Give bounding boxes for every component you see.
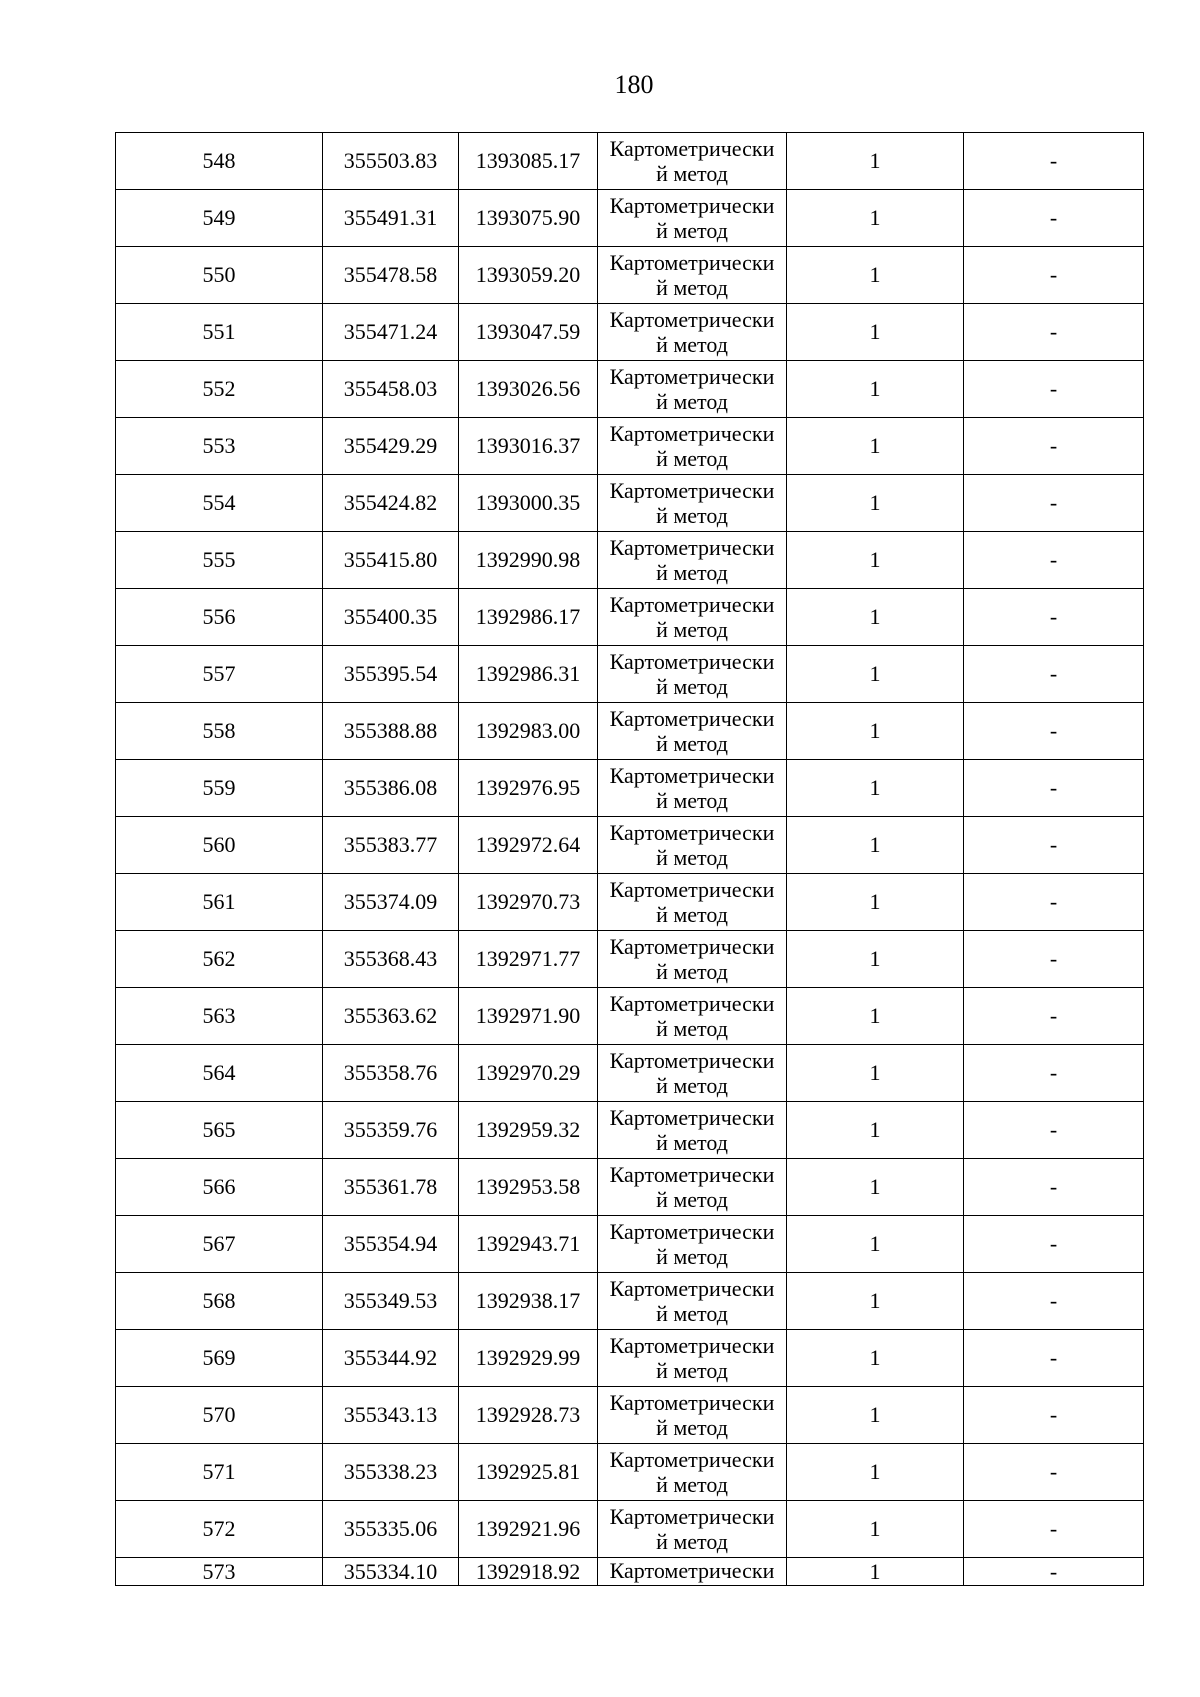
page-number: 180 <box>614 70 654 99</box>
x-coordinate-cell: 355503.83 <box>323 133 459 190</box>
point-number-cell: 564 <box>116 1045 323 1102</box>
method-cell <box>598 874 787 931</box>
note-cell: - <box>964 1330 1144 1387</box>
y-coordinate-cell: 1392925.81 <box>459 1444 598 1501</box>
method-cell <box>598 931 787 988</box>
table-row <box>116 1558 1144 1586</box>
accuracy-cell: 1 <box>787 1102 964 1159</box>
table-row <box>116 1159 1144 1216</box>
point-number-cell: 566 <box>116 1159 323 1216</box>
table-row <box>116 1216 1144 1273</box>
method-text-line-1: Картометрически <box>609 193 775 218</box>
x-coordinate-cell: 355344.92 <box>323 1330 459 1387</box>
method-text-line-1: Картометрически <box>609 136 775 161</box>
x-coordinate-cell: 355400.35 <box>323 589 459 646</box>
method-cell <box>598 1558 787 1586</box>
method-text-line-1: Картометрически <box>609 250 775 275</box>
point-number-cell: 568 <box>116 1273 323 1330</box>
x-coordinate-cell: 355349.53 <box>323 1273 459 1330</box>
method-text-line-1: Картометрически <box>609 1219 775 1244</box>
y-coordinate-cell: 1392972.64 <box>459 817 598 874</box>
method-text-line-2: й метод <box>656 788 728 813</box>
y-coordinate-cell: 1392971.77 <box>459 931 598 988</box>
method-cell <box>598 1102 787 1159</box>
table-row <box>116 931 1144 988</box>
method-text-line-2: й метод <box>656 731 728 756</box>
point-number-cell: 550 <box>116 247 323 304</box>
point-number-cell: 570 <box>116 1387 323 1444</box>
method-text-line-2: й метод <box>656 1358 728 1383</box>
method-text-line-1: Картометрически <box>609 1048 775 1073</box>
accuracy-cell: 1 <box>787 133 964 190</box>
coordinates-table-body <box>116 133 1144 1586</box>
point-number-cell: 554 <box>116 475 323 532</box>
method-cell <box>598 532 787 589</box>
y-coordinate-cell: 1392976.95 <box>459 760 598 817</box>
table-row <box>116 1330 1144 1387</box>
x-coordinate-cell: 355386.08 <box>323 760 459 817</box>
method-text-line-2: й метод <box>656 161 728 186</box>
y-coordinate-cell: 1393059.20 <box>459 247 598 304</box>
method-cell <box>598 817 787 874</box>
y-coordinate-cell: 1392929.99 <box>459 1330 598 1387</box>
y-coordinate-cell: 1392990.98 <box>459 532 598 589</box>
note-cell: - <box>964 817 1144 874</box>
method-text-line-1: Картометрически <box>609 592 775 617</box>
x-coordinate-cell: 355338.23 <box>323 1444 459 1501</box>
method-text-line-2: й метод <box>656 902 728 927</box>
method-cell <box>598 1444 787 1501</box>
y-coordinate-cell: 1393016.37 <box>459 418 598 475</box>
table-row <box>116 475 1144 532</box>
x-coordinate-cell: 355395.54 <box>323 646 459 703</box>
method-text-line-1: Картометрически <box>609 706 775 731</box>
point-number-cell: 559 <box>116 760 323 817</box>
x-coordinate-cell: 355429.29 <box>323 418 459 475</box>
table-row <box>116 304 1144 361</box>
method-cell <box>598 1330 787 1387</box>
table-row <box>116 1501 1144 1558</box>
accuracy-cell: 1 <box>787 418 964 475</box>
method-text-line-1: Картометрически <box>609 1558 775 1583</box>
note-cell: - <box>964 1102 1144 1159</box>
x-coordinate-cell: 355343.13 <box>323 1387 459 1444</box>
accuracy-cell: 1 <box>787 1045 964 1102</box>
x-coordinate-cell: 355334.10 <box>323 1558 459 1586</box>
note-cell: - <box>964 874 1144 931</box>
point-number-cell: 571 <box>116 1444 323 1501</box>
x-coordinate-cell: 355424.82 <box>323 475 459 532</box>
note-cell: - <box>964 703 1144 760</box>
y-coordinate-cell: 1392918.92 <box>459 1558 598 1586</box>
method-text-line-1: Картометрически <box>609 1390 775 1415</box>
y-coordinate-cell: 1393047.59 <box>459 304 598 361</box>
method-cell <box>598 475 787 532</box>
method-text-line-2: й метод <box>656 560 728 585</box>
note-cell: - <box>964 475 1144 532</box>
x-coordinate-cell: 355383.77 <box>323 817 459 874</box>
table-row <box>116 133 1144 190</box>
method-cell <box>598 1045 787 1102</box>
method-text-line-2: й метод <box>656 959 728 984</box>
table-row <box>116 418 1144 475</box>
point-number-cell: 560 <box>116 817 323 874</box>
accuracy-cell: 1 <box>787 304 964 361</box>
y-coordinate-cell: 1393075.90 <box>459 190 598 247</box>
y-coordinate-cell: 1392971.90 <box>459 988 598 1045</box>
y-coordinate-cell: 1392959.32 <box>459 1102 598 1159</box>
point-number-cell: 567 <box>116 1216 323 1273</box>
x-coordinate-cell: 355415.80 <box>323 532 459 589</box>
method-cell <box>598 361 787 418</box>
point-number-cell: 555 <box>116 532 323 589</box>
point-number-cell: 556 <box>116 589 323 646</box>
note-cell: - <box>964 988 1144 1045</box>
accuracy-cell: 1 <box>787 361 964 418</box>
accuracy-cell: 1 <box>787 1159 964 1216</box>
note-cell: - <box>964 1045 1144 1102</box>
method-text-line-2: й метод <box>656 1472 728 1497</box>
method-cell <box>598 1501 787 1558</box>
y-coordinate-cell: 1393085.17 <box>459 133 598 190</box>
method-text-line-1: Картометрически <box>609 991 775 1016</box>
table-row <box>116 361 1144 418</box>
method-text-line-1: Картометрически <box>609 421 775 446</box>
note-cell: - <box>964 931 1144 988</box>
method-text-line-2: й метод <box>656 1073 728 1098</box>
table-row <box>116 874 1144 931</box>
note-cell: - <box>964 1444 1144 1501</box>
accuracy-cell: 1 <box>787 931 964 988</box>
accuracy-cell: 1 <box>787 1444 964 1501</box>
method-cell <box>598 190 787 247</box>
method-text-line-1: Картометрически <box>609 1105 775 1130</box>
method-text-line-1: Картометрически <box>609 364 775 389</box>
method-cell <box>598 1273 787 1330</box>
note-cell: - <box>964 1159 1144 1216</box>
accuracy-cell: 1 <box>787 1558 964 1586</box>
method-text-line-2: й метод <box>656 389 728 414</box>
note-cell: - <box>964 589 1144 646</box>
method-cell <box>598 418 787 475</box>
y-coordinate-cell: 1393000.35 <box>459 475 598 532</box>
table-row <box>116 247 1144 304</box>
point-number-cell: 563 <box>116 988 323 1045</box>
table-row <box>116 1273 1144 1330</box>
note-cell: - <box>964 304 1144 361</box>
table-row <box>116 988 1144 1045</box>
accuracy-cell: 1 <box>787 1273 964 1330</box>
method-text-line-2: й метод <box>656 275 728 300</box>
method-text-line-2: й метод <box>656 1301 728 1326</box>
y-coordinate-cell: 1392986.17 <box>459 589 598 646</box>
method-text-line-2: й метод <box>656 1415 728 1440</box>
method-text-line-1: Картометрически <box>609 877 775 902</box>
x-coordinate-cell: 355361.78 <box>323 1159 459 1216</box>
table-row <box>116 760 1144 817</box>
table-row <box>116 190 1144 247</box>
note-cell: - <box>964 1558 1144 1586</box>
x-coordinate-cell: 355335.06 <box>323 1501 459 1558</box>
method-text-line-1: Картометрически <box>609 763 775 788</box>
method-cell <box>598 589 787 646</box>
point-number-cell: 557 <box>116 646 323 703</box>
method-text-line-2: й метод <box>656 1187 728 1212</box>
method-text-line-1: Картометрически <box>609 478 775 503</box>
accuracy-cell: 1 <box>787 760 964 817</box>
point-number-cell: 552 <box>116 361 323 418</box>
method-cell <box>598 760 787 817</box>
coordinates-table <box>115 132 1144 1586</box>
table-row <box>116 1102 1144 1159</box>
y-coordinate-cell: 1392970.73 <box>459 874 598 931</box>
method-cell <box>598 1387 787 1444</box>
note-cell: - <box>964 361 1144 418</box>
note-cell: - <box>964 532 1144 589</box>
method-text-line-2: й метод <box>656 617 728 642</box>
accuracy-cell: 1 <box>787 988 964 1045</box>
method-cell <box>598 304 787 361</box>
method-cell <box>598 247 787 304</box>
accuracy-cell: 1 <box>787 874 964 931</box>
table-row <box>116 1444 1144 1501</box>
x-coordinate-cell: 355359.76 <box>323 1102 459 1159</box>
method-cell <box>598 988 787 1045</box>
method-cell <box>598 1216 787 1273</box>
method-text-line-2: й метод <box>656 1529 728 1554</box>
method-text-line-2: й метод <box>656 674 728 699</box>
y-coordinate-cell: 1392921.96 <box>459 1501 598 1558</box>
x-coordinate-cell: 355358.76 <box>323 1045 459 1102</box>
note-cell: - <box>964 1273 1144 1330</box>
method-text-line-2: й метод <box>656 332 728 357</box>
method-text-line-2: й метод <box>656 503 728 528</box>
accuracy-cell: 1 <box>787 1216 964 1273</box>
y-coordinate-cell: 1392953.58 <box>459 1159 598 1216</box>
point-number-cell: 561 <box>116 874 323 931</box>
y-coordinate-cell: 1392970.29 <box>459 1045 598 1102</box>
accuracy-cell: 1 <box>787 703 964 760</box>
point-number-cell: 565 <box>116 1102 323 1159</box>
note-cell: - <box>964 133 1144 190</box>
x-coordinate-cell: 355388.88 <box>323 703 459 760</box>
method-text-line-1: Картометрически <box>609 535 775 560</box>
point-number-cell: 553 <box>116 418 323 475</box>
x-coordinate-cell: 355458.03 <box>323 361 459 418</box>
table-row <box>116 646 1144 703</box>
y-coordinate-cell: 1393026.56 <box>459 361 598 418</box>
note-cell: - <box>964 1387 1144 1444</box>
accuracy-cell: 1 <box>787 475 964 532</box>
x-coordinate-cell: 355374.09 <box>323 874 459 931</box>
method-text-line-1: Картометрически <box>609 1504 775 1529</box>
method-cell <box>598 646 787 703</box>
accuracy-cell: 1 <box>787 190 964 247</box>
y-coordinate-cell: 1392986.31 <box>459 646 598 703</box>
x-coordinate-cell: 355491.31 <box>323 190 459 247</box>
method-text-line-2: й метод <box>656 1016 728 1041</box>
y-coordinate-cell: 1392983.00 <box>459 703 598 760</box>
note-cell: - <box>964 190 1144 247</box>
accuracy-cell: 1 <box>787 1501 964 1558</box>
method-text-line-1: Картометрически <box>609 307 775 332</box>
accuracy-cell: 1 <box>787 646 964 703</box>
accuracy-cell: 1 <box>787 532 964 589</box>
method-text-line-1: Картометрически <box>609 1162 775 1187</box>
method-cell <box>598 1159 787 1216</box>
note-cell: - <box>964 1216 1144 1273</box>
method-text-line-2: й метод <box>656 446 728 471</box>
x-coordinate-cell: 355368.43 <box>323 931 459 988</box>
point-number-cell: 573 <box>116 1558 323 1586</box>
x-coordinate-cell: 355471.24 <box>323 304 459 361</box>
note-cell: - <box>964 646 1144 703</box>
table-row <box>116 589 1144 646</box>
y-coordinate-cell: 1392928.73 <box>459 1387 598 1444</box>
method-text-line-2: й метод <box>656 218 728 243</box>
point-number-cell: 569 <box>116 1330 323 1387</box>
table-row <box>116 817 1144 874</box>
method-text-line-1: Картометрически <box>609 649 775 674</box>
method-text-line-1: Картометрически <box>609 934 775 959</box>
note-cell: - <box>964 418 1144 475</box>
x-coordinate-cell: 355478.58 <box>323 247 459 304</box>
method-cell <box>598 703 787 760</box>
point-number-cell: 562 <box>116 931 323 988</box>
note-cell: - <box>964 247 1144 304</box>
method-cell <box>598 133 787 190</box>
y-coordinate-cell: 1392938.17 <box>459 1273 598 1330</box>
method-text-line-1: Картометрически <box>609 1333 775 1358</box>
method-text-line-1: Картометрически <box>609 820 775 845</box>
accuracy-cell: 1 <box>787 589 964 646</box>
note-cell: - <box>964 1501 1144 1558</box>
table-row <box>116 532 1144 589</box>
method-text-line-1: Картометрически <box>609 1447 775 1472</box>
point-number-cell: 548 <box>116 133 323 190</box>
method-text-line-1: Картометрически <box>609 1276 775 1301</box>
accuracy-cell: 1 <box>787 817 964 874</box>
method-text-line-2: й метод <box>656 845 728 870</box>
point-number-cell: 558 <box>116 703 323 760</box>
accuracy-cell: 1 <box>787 1330 964 1387</box>
x-coordinate-cell: 355363.62 <box>323 988 459 1045</box>
x-coordinate-cell: 355354.94 <box>323 1216 459 1273</box>
point-number-cell: 551 <box>116 304 323 361</box>
note-cell: - <box>964 760 1144 817</box>
table-row <box>116 1045 1144 1102</box>
point-number-cell: 572 <box>116 1501 323 1558</box>
table-row <box>116 703 1144 760</box>
accuracy-cell: 1 <box>787 1387 964 1444</box>
method-text-line-2: й метод <box>656 1244 728 1269</box>
table-row <box>116 1387 1144 1444</box>
accuracy-cell: 1 <box>787 247 964 304</box>
y-coordinate-cell: 1392943.71 <box>459 1216 598 1273</box>
method-text-line-2: й метод <box>656 1130 728 1155</box>
point-number-cell: 549 <box>116 190 323 247</box>
